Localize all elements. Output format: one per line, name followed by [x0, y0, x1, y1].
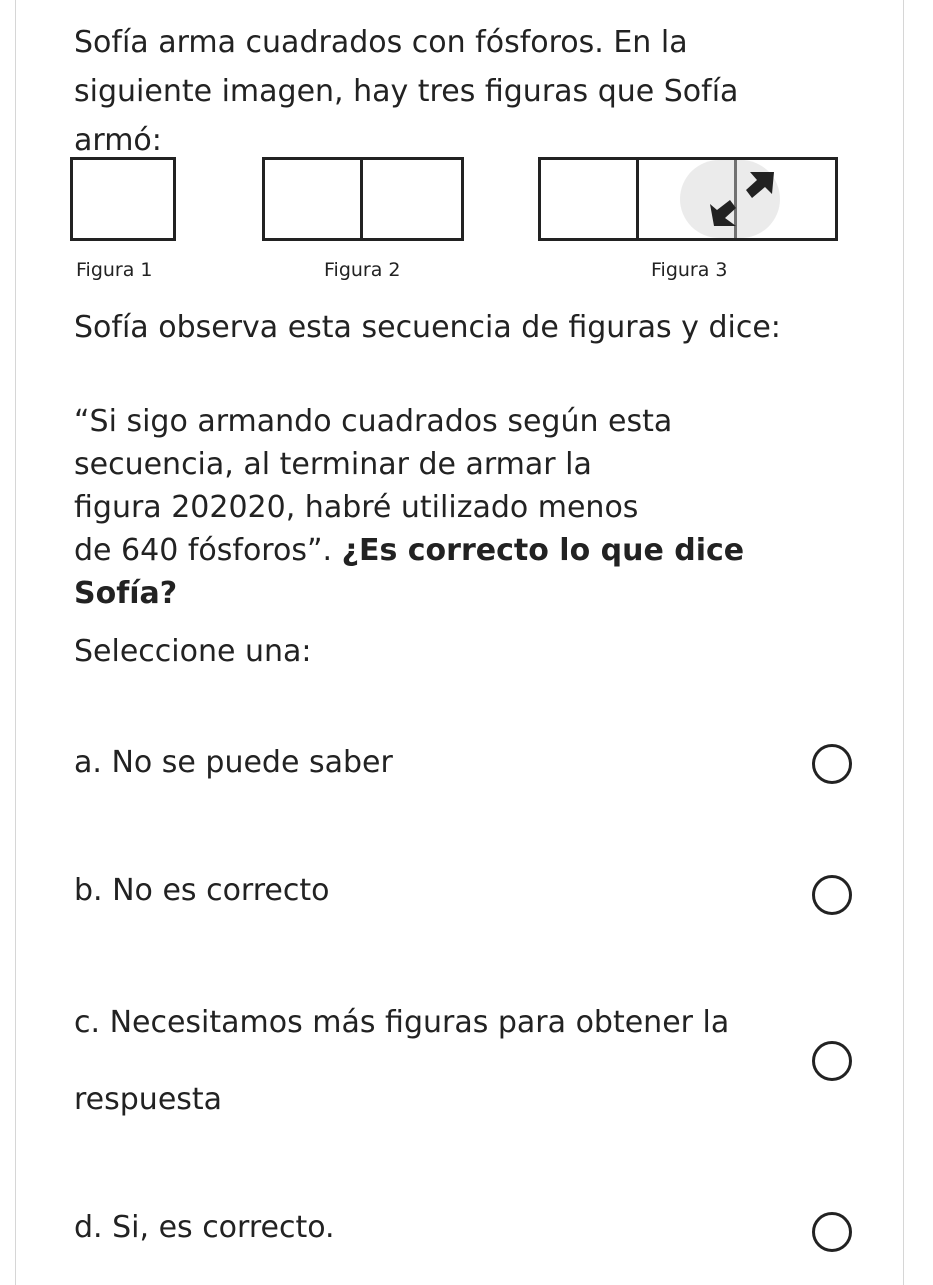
quote-line-4: de 640 fósforos”.: [74, 533, 342, 568]
option-c-radio[interactable]: [812, 1041, 852, 1081]
option-b-label[interactable]: b. No es correcto: [74, 873, 330, 908]
expand-arrows-icon[interactable]: [700, 164, 780, 234]
question-prompt-bold: ¿Es correcto lo que dice: [341, 533, 745, 568]
question-prompt-bold-end: Sofía?: [74, 576, 178, 611]
figure-2-matchsticks: [262, 157, 464, 241]
figure-1-matchsticks: [70, 157, 176, 241]
quote-line-1: “Si sigo armando cuadrados según esta: [74, 404, 673, 439]
intro-line-2: siguiente imagen, hay tres figuras que Sofía: [74, 74, 739, 109]
option-c-label-line2[interactable]: respuesta: [74, 1082, 223, 1117]
square: [363, 160, 461, 238]
option-c-label-line1[interactable]: c. Necesitamos más figuras para obtener la: [74, 1005, 730, 1040]
frame-border-left: [15, 0, 16, 1285]
figure-1-caption: Figura 1: [76, 259, 153, 281]
select-one-label: Seleccione una:: [74, 634, 312, 669]
square: [73, 160, 173, 238]
figure-3-caption: Figura 3: [651, 259, 728, 281]
quote-line-2: secuencia, al terminar de armar la: [74, 447, 592, 482]
option-a-label[interactable]: a. No se puede saber: [74, 745, 393, 780]
quote-line-3: figura 202020, habré utilizado menos: [74, 490, 639, 525]
option-b-radio[interactable]: [812, 875, 852, 915]
question-intro: [74, 18, 834, 165]
option-d-radio[interactable]: [812, 1212, 852, 1252]
option-d-label[interactable]: d. Si, es correcto.: [74, 1210, 335, 1245]
question-observa: Sofía observa esta secuencia de figuras y dice:: [74, 310, 781, 345]
intro-line-1: Sofía arma cuadrados con fósforos. En la: [74, 25, 688, 60]
square: [265, 160, 363, 238]
option-a-radio[interactable]: [812, 744, 852, 784]
frame-border-right: [903, 0, 904, 1285]
square: [541, 160, 639, 238]
question-quote: [74, 400, 834, 615]
intro-line-3: armó:: [74, 123, 162, 158]
figure-2-caption: Figura 2: [324, 259, 401, 281]
